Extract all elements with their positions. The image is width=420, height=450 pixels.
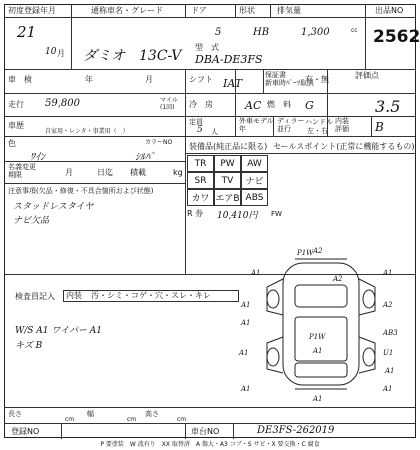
r-book-label: R 券 xyxy=(187,209,204,218)
inspection-year-label: 年 xyxy=(85,75,93,84)
dealer-label: ディラー 並行 xyxy=(277,117,305,133)
damage-mark: AB3 xyxy=(383,329,398,337)
damage-mark: A2 xyxy=(383,301,393,309)
warranty-choice: 有・無 xyxy=(305,75,329,84)
capacity-unit: 人 xyxy=(211,128,218,136)
name-change-date: 日迄 xyxy=(97,168,113,177)
reg-no-label: 登録NO xyxy=(11,427,40,436)
damage-mark: A1 xyxy=(241,301,251,309)
ac-label: 冷 房 xyxy=(189,100,213,109)
rule xyxy=(5,407,415,408)
damage-mark: A1 xyxy=(383,385,393,393)
length-unit: cm xyxy=(65,416,75,423)
length-label: 長さ xyxy=(8,410,22,418)
rule xyxy=(371,116,372,136)
rule xyxy=(185,5,186,17)
rule xyxy=(185,69,186,274)
damage-mark: A1 xyxy=(383,269,393,277)
equipment-item: TV xyxy=(214,172,241,189)
score-value: 3.5 xyxy=(375,97,401,116)
notes-line-1: スタッドレスタイヤ xyxy=(13,202,94,212)
equipment-item: TR xyxy=(187,155,214,172)
color-no-label: カラーNO xyxy=(145,139,173,146)
mileage-note: マイル (1回) xyxy=(160,97,178,111)
reg-month: 10 xyxy=(45,47,57,57)
diagram-label: P1W xyxy=(309,333,326,341)
inspector-label: 検査員記入 xyxy=(15,292,55,301)
damage-mark: A2 xyxy=(313,247,323,255)
rule xyxy=(5,116,415,117)
chassis-no-value: DE3FS-262019 xyxy=(257,425,335,436)
equipment-item: カワ xyxy=(187,189,214,206)
equipment-item: SR xyxy=(187,172,214,189)
capacity-label: 定員 xyxy=(189,118,203,126)
equipment-item: AW xyxy=(241,155,268,172)
damage-mark: A1 xyxy=(241,385,251,393)
interior-label: 内装 評価 xyxy=(335,117,349,133)
height-label: 高さ xyxy=(145,410,159,418)
width-label: 幅 xyxy=(87,410,94,418)
diagram-label: P1W xyxy=(297,249,314,257)
interior-score: B xyxy=(375,120,384,134)
rule xyxy=(263,69,264,93)
damage-mark: A1 xyxy=(385,367,395,375)
rule xyxy=(5,183,185,184)
inspector-line-2: キズ B xyxy=(15,341,43,351)
car-diagram xyxy=(233,245,409,405)
displacement-value: 1,300 xyxy=(301,27,330,38)
color-code: ｼﾙﾊﾞ xyxy=(135,152,155,163)
cc-unit: cc xyxy=(351,27,358,34)
rule xyxy=(71,5,72,69)
fw-label: FW xyxy=(271,210,282,218)
displacement-label: 排気量 xyxy=(277,6,301,15)
shift-value: IAT xyxy=(223,77,243,90)
rule xyxy=(185,153,415,154)
capacity-value: 5 xyxy=(197,125,203,135)
equipment-item: エアB xyxy=(214,189,241,206)
damage-mark: A2 xyxy=(333,275,343,283)
car-name-label: 通称車名・グレード xyxy=(91,6,163,15)
inspection-month-label: 月 xyxy=(145,75,153,84)
shift-label: シフト xyxy=(189,75,213,84)
handle-label: ハンドル xyxy=(305,118,333,126)
rule xyxy=(185,423,186,439)
prev-model-label: 外車モデル 年 xyxy=(239,117,274,133)
width-unit: cm xyxy=(127,416,137,423)
rule xyxy=(270,5,271,17)
inspection-label: 車 検 xyxy=(8,75,32,84)
color-name: ﾜｲﾝ xyxy=(30,152,45,163)
damage-mark: A1 xyxy=(251,269,261,277)
month-unit: 月 xyxy=(57,49,65,58)
damage-mark: A1 xyxy=(239,349,249,357)
name-change-month: 月 xyxy=(65,168,73,177)
damage-mark: A1 xyxy=(313,347,323,355)
r-book-value: 10,410円 xyxy=(217,211,258,221)
chassis-no-label: 車台NO xyxy=(191,427,220,436)
fuel-value: G xyxy=(305,99,314,112)
rule xyxy=(365,5,366,69)
height-unit: cm xyxy=(177,416,187,423)
rule xyxy=(61,423,62,439)
damage-mark: U1 xyxy=(383,349,394,357)
shape-label: 形状 xyxy=(239,6,255,15)
interior-check-label: 内装 xyxy=(66,291,82,300)
history-label: 車歴 xyxy=(8,121,24,130)
interior-check-items: 汚・シミ・コゲ・穴・スレ・キレ xyxy=(91,291,211,300)
model-type-label: 型 式 xyxy=(195,43,219,52)
lot-number: 2562 xyxy=(373,27,420,47)
mileage-value: 59,800 xyxy=(45,98,80,109)
door-label: ドア xyxy=(191,6,207,15)
damage-mark: A1 xyxy=(313,395,323,403)
color-label: 色 xyxy=(8,139,16,148)
rule xyxy=(5,17,415,18)
first-reg-label: 初度登録年月 xyxy=(8,6,56,15)
shape-value: HB xyxy=(253,27,270,38)
sell-point-label: セールスポイント(正常に機能するもの) xyxy=(273,142,415,151)
history-options: 自家用・レンタ・事業用（ ） xyxy=(45,128,129,135)
rule xyxy=(235,5,236,17)
mileage-label: 走行 xyxy=(8,100,24,109)
ac-value: AC xyxy=(245,99,262,112)
equipment-item: ナビ xyxy=(241,172,268,189)
inspector-line-1: W/S A1 ワイパー A1 xyxy=(15,326,103,336)
score-label: 評価点 xyxy=(355,71,379,80)
equipment-item: PW xyxy=(214,155,241,172)
rule xyxy=(233,423,234,439)
name-change-label: 名義変更 期限 xyxy=(8,163,36,179)
car-name-value: ダミオ 13C-V xyxy=(83,48,182,64)
load-label: 積載 xyxy=(130,168,146,177)
handle-choice: 左・右 xyxy=(307,127,328,135)
fuel-label: 燃 料 xyxy=(267,100,291,109)
reg-year: 21 xyxy=(17,23,37,41)
damage-mark: A1 xyxy=(241,319,251,327)
auction-sheet xyxy=(4,4,420,438)
equipment-item: ABS xyxy=(241,189,268,206)
warranty-label: 保証書 新車時ﾊﾟｰﾂ取説 xyxy=(265,71,314,87)
doors-value: 5 xyxy=(215,27,222,38)
model-type-value: DBA-DE3FS xyxy=(195,53,263,66)
legend: P 要塗装 W 波有り XX 取替済 A 傷大・A3 コブ・S サビ・X 要交換・C 腐食 xyxy=(100,441,320,448)
load-unit: kg xyxy=(173,168,183,177)
notes-line-2: ナビ欠品 xyxy=(13,216,50,226)
rule xyxy=(5,93,415,94)
notes-label: 注意事項(欠品・修復・不具合箇所および状態) xyxy=(8,187,154,195)
lot-no-label: 出品NO xyxy=(375,6,404,15)
equipment-label: 装備品(純正品に限る) xyxy=(189,142,268,151)
rule xyxy=(5,69,415,70)
